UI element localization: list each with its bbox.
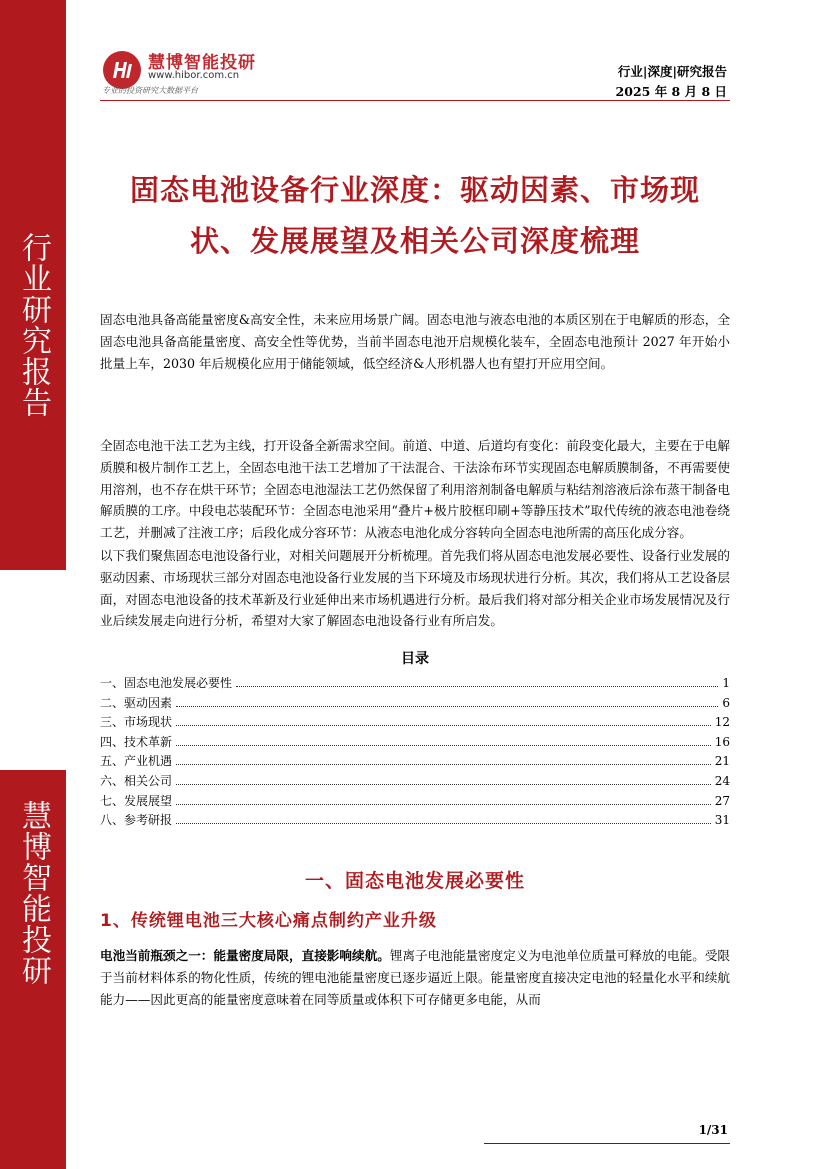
- toc-leader: [176, 784, 711, 785]
- toc-entry-label: 一、固态电池发展必要性: [100, 676, 233, 690]
- toc-leader: [176, 706, 718, 707]
- toc-entry-page: 27: [714, 793, 730, 808]
- toc-entry-label: 二、驱动因素: [100, 695, 173, 710]
- toc-entry[interactable]: [100, 713, 730, 733]
- section-lead-bold: 电池当前瓶颈之一：能量密度局限，直接影响续航。: [100, 948, 390, 963]
- toc-title: 目录: [401, 651, 429, 667]
- toc-leader: [176, 725, 711, 726]
- toc-entry[interactable]: [100, 752, 730, 772]
- toc-entry-page: 6: [722, 695, 730, 710]
- section-lead-text: 锂离子电池能量密度定义为电池单位质量可释放的电能。受限于当前材料体系的物化性质，传统的锂电池能量密度已逐步逼近上限。能量密度直接决定电池的轻量化水平和续航能力——因此更高的能量密度意味着在同等质量或体积下可存储更多电能，从而: [100, 948, 731, 1007]
- footer-divider: [484, 1143, 730, 1144]
- toc-entry-page: 31: [714, 813, 730, 828]
- toc-entry-label: 七、发展展望: [100, 793, 173, 808]
- hibor-logo-icon: [102, 50, 142, 90]
- toc-entry[interactable]: [100, 694, 730, 714]
- section-heading: 一、固态电池发展必要性: [304, 870, 525, 892]
- toc-entry-label: 六、相关公司: [100, 773, 173, 788]
- toc-leader: [176, 804, 711, 805]
- toc-entry-page: 16: [714, 734, 730, 749]
- logo-slogan: 专业的投资研究大数据平台: [102, 86, 198, 95]
- toc-entry[interactable]: [100, 811, 730, 831]
- page-title: [100, 165, 730, 267]
- sidebar-report-label: 行业研究报告: [16, 232, 51, 418]
- toc-leader: [176, 764, 711, 765]
- toc-entry[interactable]: [100, 772, 730, 792]
- header-divider: [100, 100, 730, 101]
- toc-entry-label: 三、市场现状: [100, 715, 173, 730]
- summary-paragraph-2: 全固态电池干法工艺为主线，打开设备全新需求空间。前道、中道、后道均有变化：前段变化最大，主要在于电解质膜和极片制作工艺上，全固态电池干法工艺增加了干法混合、干法涂布环节实现固态电解质膜制备，不再需要使用溶剂，也不存在烘干环节；全固态电池湿法工艺仍然保留了利用溶剂制备电解质与粘结剂溶液后涂布蒸干制备电解质膜的工序。中段电芯装配环节：全固态电池采用“叠片+极片胶框印刷+等静压技术”取代传统的液态电池卷绕工艺，并删减了注液工序；后段化成分容环节：从液态电池化成分容转向全固态电池所需的高压化成分容。: [100, 438, 730, 541]
- section-paragraph: [100, 945, 730, 1010]
- title-line-2: 状、发展展望及相关公司深度梳理: [189, 224, 640, 258]
- toc-entry-page: 12: [714, 715, 730, 730]
- title-line-1: 固态电池设备行业深度：驱动因素、市场现: [129, 173, 700, 207]
- toc-entry-label: 八、参考研报: [100, 813, 173, 828]
- logo[interactable]: [102, 48, 302, 98]
- toc-entry[interactable]: [100, 674, 730, 694]
- subsection-heading: 1、传统锂电池三大核心痛点制约产业升级: [100, 911, 437, 931]
- toc-entry-label: 五、产业机遇: [100, 754, 173, 769]
- toc-leader: [176, 745, 711, 746]
- header-meta: [616, 62, 727, 102]
- summary-paragraph-3: 以下我们聚焦固态电池设备行业，对相关问题展开分析梳理。首先我们将从固态电池发展必要性、设备行业发展的驱动因素、市场现状三部分对固态电池设备行业发展的当下环境及市场现状进行分析。其次，我们将从工艺设备层面，对固态电池设备的技术革新及行业延伸出来市场机遇进行分析。最后我们将对部分相关企业市场发展情况及行业后续发展走向进行分析，希望对大家了解固态电池设备行业有所启发。: [100, 548, 730, 629]
- toc-entry[interactable]: [100, 733, 730, 753]
- toc-leader: [236, 686, 718, 687]
- toc-entry-page: 24: [714, 773, 730, 788]
- report-date: 2025 年 8 月 8 日: [615, 84, 727, 99]
- toc-entry-page: 21: [714, 754, 730, 769]
- report-type: 行业|深度|研究报告: [617, 64, 727, 79]
- toc-entry[interactable]: [100, 792, 730, 812]
- table-of-contents: [100, 674, 730, 831]
- summary-paragraph-1: 固态电池具备高能量密度&高安全性，未来应用场景广阔。固态电池与液态电池的本质区别在于电解质的形态，全固态电池具备高能量密度、高安全性等优势，当前半固态电池开启规模化装车，全固态电池预计 2027 年开始小批量上车，2030 年后规模化应用于储能领域，低空经济&人形机器人也有望打开应用空间。: [100, 312, 730, 371]
- toc-entry-page: 1: [722, 676, 730, 690]
- toc-leader: [176, 823, 711, 824]
- logo-url: www.hibor.com.cn: [148, 70, 240, 81]
- sidebar: [0, 0, 66, 1169]
- toc-entry-label: 四、技术革新: [100, 734, 173, 749]
- logo-name: 慧博智能投研: [148, 53, 256, 73]
- sidebar-brand-label: 慧博智能投研: [16, 800, 51, 986]
- page-number: 1/31: [698, 1123, 728, 1137]
